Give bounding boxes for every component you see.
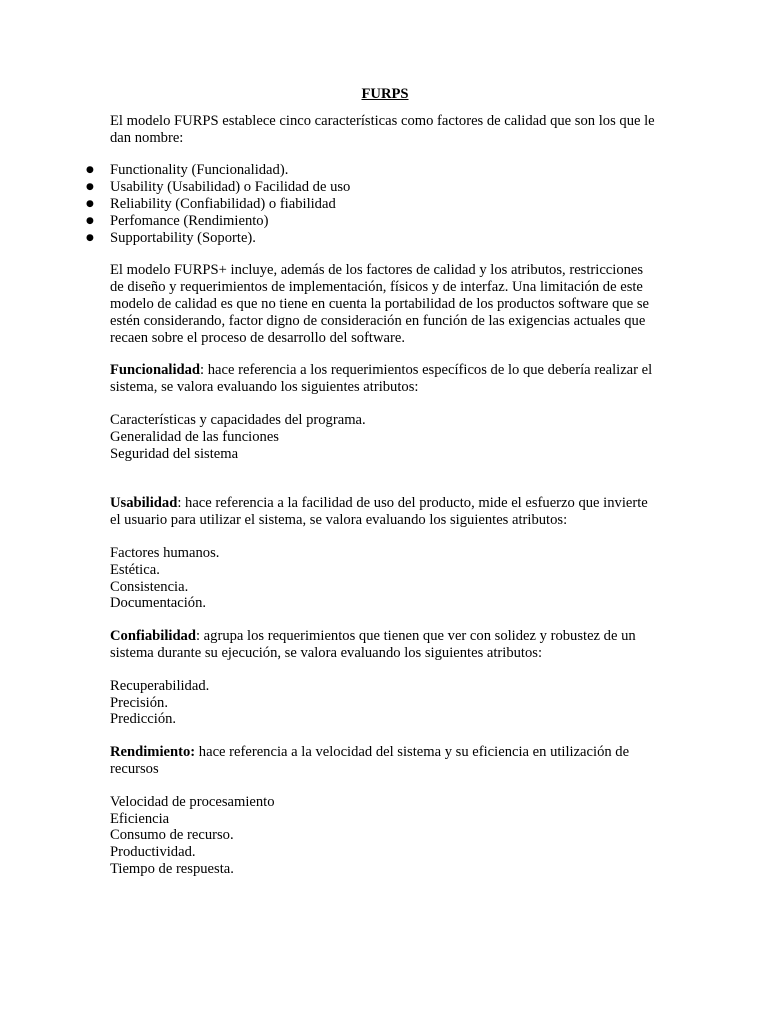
funcionalidad-term: Funcionalidad: [110, 362, 201, 379]
bullet-icon: ●: [86, 182, 94, 193]
document-title: FURPS: [361, 86, 409, 102]
bullet-icon: ●: [86, 232, 94, 243]
bullet-icon: ●: [86, 165, 94, 176]
list-item-text: Perfomance (Rendimiento): [110, 212, 269, 229]
list-item: Estética.: [110, 561, 160, 578]
factors-list: [86, 162, 660, 246]
bullet-icon: ●: [86, 215, 94, 226]
list-item-text: Reliability (Confiabilidad) o fiabilidad: [110, 195, 336, 212]
list-item: Generalidad de las funciones: [110, 428, 279, 445]
funcionalidad-text: : hace referencia a los requerimientos específicos de lo que debería realizar el sistema, se valora evaluando los siguientes atributos:: [110, 362, 653, 396]
confiabilidad-paragraph: [110, 628, 660, 662]
list-item: Tiempo de respuesta.: [110, 860, 234, 877]
usabilidad-paragraph: [110, 495, 660, 529]
usabilidad-text: : hace referencia a la facilidad de uso del producto, mide el esfuerzo que invierte el usuario para utilizar el sistema, se valora evaluando los siguientes atributos:: [110, 495, 648, 529]
confiabilidad-text: : agrupa los requerimientos que tienen que ver con solidez y robustez de un sistema durante su ejecución, se valora evaluando los siguientes atributos:: [110, 628, 636, 661]
rendimiento-paragraph: [110, 744, 660, 778]
intro-paragraph: El modelo FURPS establece cinco características como factores de calidad que son los que le dan nombre:: [110, 112, 655, 146]
funcionalidad-paragraph: [110, 362, 660, 396]
list-item: [86, 179, 660, 196]
rendimiento-attributes: [110, 794, 660, 878]
confiabilidad-term: Confiabilidad: [110, 628, 196, 645]
list-item: Seguridad del sistema: [110, 445, 239, 462]
confiabilidad-attributes: [110, 678, 660, 728]
list-item-text: Usability (Usabilidad) o Facilidad de uso: [110, 179, 351, 196]
list-item: Consistencia.: [110, 578, 189, 595]
list-item-text: Supportability (Soporte).: [110, 229, 256, 246]
list-item: Recuperabilidad.: [110, 677, 210, 694]
list-item: [86, 195, 660, 213]
list-item: Documentación.: [110, 595, 207, 612]
list-item: Eficiencia: [110, 810, 170, 827]
list-item-text: Functionality (Funcionalidad).: [110, 162, 289, 179]
list-item: [86, 212, 660, 230]
list-item: Consumo de recurso.: [110, 827, 234, 844]
list-item: Productividad.: [110, 844, 196, 861]
furps-plus-paragraph: El modelo FURPS+ incluye, además de los factores de calidad y los atributos, restricciones de diseño y requerimientos de implementación, físicos y de interfaz. Una limitación de este modelo de calidad es que no tiene en cuenta la portabilidad de los productos software que se estén considerando, factor digno de consideración en función de las exigencias actuales que recaen sobre el proceso de desarrollo del software.: [110, 262, 649, 346]
funcionalidad-attributes: [110, 412, 660, 462]
list-item: Precisión.: [110, 694, 168, 711]
list-item: [86, 162, 660, 179]
list-item: Predicción.: [110, 711, 177, 728]
rendimiento-text: hace referencia a la velocidad del sistema y su eficiencia en utilización de recursos: [110, 744, 630, 777]
rendimiento-term: Rendimiento:: [110, 744, 196, 761]
usabilidad-attributes: [110, 545, 660, 612]
list-item: Factores humanos.: [110, 544, 220, 561]
list-item: Velocidad de procesamiento: [110, 793, 275, 810]
document-body: [86, 86, 660, 894]
list-item: Características y capacidades del programa.: [110, 411, 366, 428]
usabilidad-term: Usabilidad: [110, 495, 178, 512]
bullet-icon: ●: [86, 198, 94, 209]
list-item: [86, 229, 660, 247]
